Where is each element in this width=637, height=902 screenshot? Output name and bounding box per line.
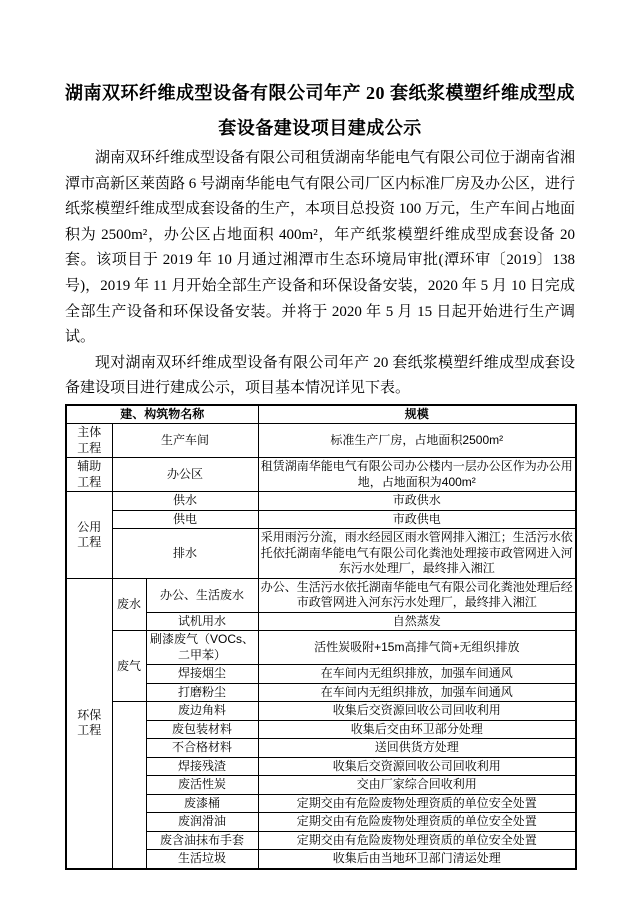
item-name-cell: 试机用水 [146, 612, 258, 631]
header-scale-label: 规模 [258, 405, 576, 424]
category-cell-environmental-project: 环保工程 [66, 578, 112, 869]
group-cell-waste-gas: 废气 [112, 631, 146, 702]
table-row-office-area [66, 458, 576, 492]
item-scale-cell: 活性炭吸附+15m高排气筒+无组织排放 [258, 631, 576, 665]
item-name-cell: 废包装材料 [146, 720, 258, 739]
item-scale-cell: 收集后交资源回收公司回收利用 [258, 757, 576, 776]
item-name-cell: 供电 [112, 510, 258, 529]
project-info-table [65, 404, 577, 870]
category-cell-main-project: 主体工程 [66, 424, 112, 458]
table-row-paint-waste-gas [66, 631, 576, 665]
group-cell-wastewater: 废水 [112, 578, 146, 631]
item-name-cell: 焊接烟尘 [146, 665, 258, 684]
group-cell-solid-waste [112, 702, 146, 869]
header-structure-name-label: 建、构筑物名称 [66, 405, 258, 424]
item-scale-cell: 采用雨污分流，雨水经园区雨水管网排入湘江；生活污水依托依托湖南华能电气有限公司化粪池处理接市政管网进入河东污水处理厂，最终排入湘江 [258, 529, 576, 579]
item-scale-cell: 定期交由有危险废物处理资质的单位安全处置 [258, 831, 576, 850]
item-scale-cell: 收集后由当地环卫部门清运处理 [258, 850, 576, 869]
item-scale-cell: 租赁湖南华能电气有限公司办公楼内一层办公区作为办公用地，占地面积为400m² [258, 458, 576, 492]
table-row-production-workshop [66, 424, 576, 458]
table-row-office-wastewater [66, 578, 576, 612]
item-scale-cell: 送回供货方处理 [258, 739, 576, 758]
item-name-cell: 废含油抹布手套 [146, 831, 258, 850]
item-name-cell: 刷漆废气（VOCs、二甲苯） [146, 631, 258, 665]
item-name-cell: 废边角料 [146, 702, 258, 721]
table-header-row [66, 405, 576, 424]
item-scale-cell: 自然蒸发 [258, 612, 576, 631]
table-row-power-supply [66, 510, 576, 529]
item-name-cell: 废漆桶 [146, 794, 258, 813]
item-name-cell: 不合格材料 [146, 739, 258, 758]
item-scale-cell: 市政供水 [258, 492, 576, 511]
item-name-cell: 生活垃圾 [146, 850, 258, 869]
category-cell-auxiliary-project: 辅助工程 [66, 458, 112, 492]
item-name-cell: 废润滑油 [146, 813, 258, 832]
document-content [65, 0, 575, 870]
item-scale-cell: 市政供电 [258, 510, 576, 529]
item-name-cell: 打磨粉尘 [146, 683, 258, 702]
item-name-cell: 供水 [112, 492, 258, 511]
item-scale-cell: 办公、生活污水依托湖南华能电气有限公司化粪池处理后经市政管网进入河东污水处理厂，最终排入湘江 [258, 578, 576, 612]
item-scale-cell: 定期交由有危险废物处理资质的单位安全处置 [258, 813, 576, 832]
item-scale-cell: 收集后交资源回收公司回收利用 [258, 702, 576, 721]
item-name-cell: 办公、生活废水 [146, 578, 258, 612]
item-scale-cell: 在车间内无组织排放，加强车间通风 [258, 683, 576, 702]
table-row-drainage [66, 529, 576, 579]
document-title: 湖南双环纤维成型设备有限公司年产 20 套纸浆模塑纤维成型成套设备建设项目建成公示 [65, 83, 575, 138]
table-row-scrap-edge-material [66, 702, 576, 721]
paragraph-project-overview: 湖南双环纤维成型设备有限公司租赁湖南华能电气有限公司位于湖南省湘潭市高新区莱茵路 6 号湖南华能电气有限公司厂区内标准厂房及办公区，进行纸浆模塑纤维成型成套设备的生产，本项目总投资 100 万元，生产车间占地面积为 2500m²，办公区占地面积 400m²，年产纸浆模塑纤维成型成套设备 20 套。该项目于 2019 年 10 月通过湘潭市生态环境局审批(潭环审〔2019〕138 号)，2019 年 11 月开始全部生产设备和环保设备安装，2020 年 5 月 10 日完成全部生产设备和环保设备安装。并将于 2020 年 5 月 15 日起开始进行生产调试。 [65, 150, 576, 346]
item-scale-cell: 标准生产厂房，占地面积2500m² [258, 424, 576, 458]
category-cell-utility-project: 公用工程 [66, 492, 112, 579]
item-name-cell: 生产车间 [112, 424, 258, 458]
item-name-cell: 排水 [112, 529, 258, 579]
item-name-cell: 办公区 [112, 458, 258, 492]
item-scale-cell: 在车间内无组织排放，加强车间通风 [258, 665, 576, 684]
item-scale-cell: 收集后交由环卫部分处理 [258, 720, 576, 739]
item-scale-cell: 交由厂家综合回收利用 [258, 776, 576, 795]
table-row-water-supply [66, 492, 576, 511]
item-scale-cell: 定期交由有危险废物处理资质的单位安全处置 [258, 794, 576, 813]
paragraph-announcement: 现对湖南双环纤维成型设备有限公司年产 20 套纸浆模塑纤维成型成套设备建设项目进行建成公示，项目基本情况详见下表。 [65, 354, 575, 397]
item-name-cell: 废活性炭 [146, 776, 258, 795]
item-name-cell: 焊接残渣 [146, 757, 258, 776]
